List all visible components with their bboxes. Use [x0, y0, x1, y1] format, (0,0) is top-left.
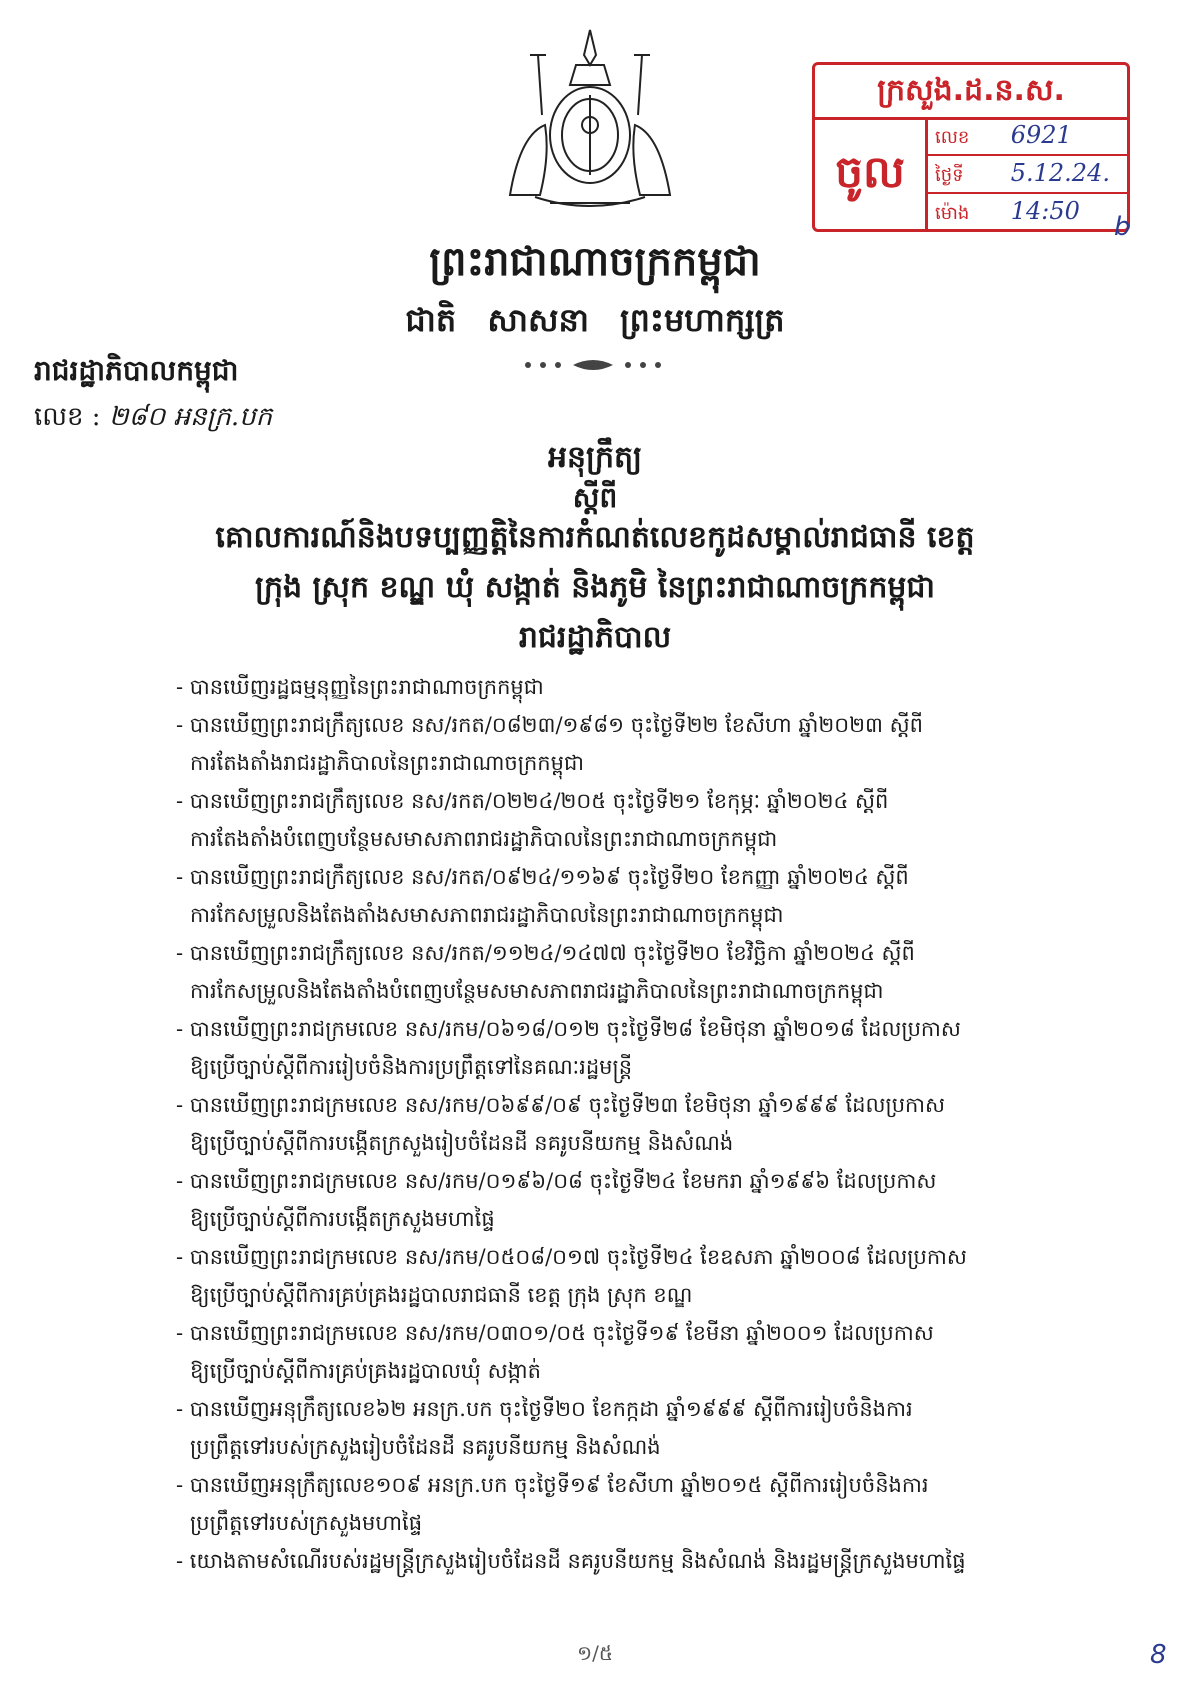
list-item: [176, 1390, 1136, 1466]
document-type: អនុក្រឹត្យ: [547, 440, 643, 475]
list-item: [176, 1466, 1136, 1542]
stamp-row-number: [925, 117, 1127, 156]
preamble-list: [176, 668, 1136, 1580]
registration-stamp: [812, 62, 1130, 232]
list-item-line: - បានឃើញព្រះរាជក្រឹត្យលេខ នស/រកត/១១២៤/១៤៧៧ ចុះថ្ងៃទី២០ ខែវិច្ឆិកា ឆ្នាំ២០២៤ ស្តីពី: [176, 934, 1136, 972]
list-item: [176, 706, 1136, 782]
list-item: [176, 1162, 1136, 1238]
list-item-line: ឱ្យប្រើច្បាប់ស្តីពីការរៀបចំនិងការប្រព្រឹត្តទៅនៃគណៈរដ្ឋមន្ត្រី: [190, 1055, 633, 1079]
list-item-line: ប្រព្រឹត្តទៅរបស់ក្រសួងរៀបចំដែនដី នគរូបនីយកម្ម និងសំណង់: [190, 1435, 661, 1459]
list-item: [176, 1086, 1136, 1162]
corner-handwritten-mark: 8: [1150, 1640, 1167, 1670]
list-item: [176, 1010, 1136, 1086]
list-item-line: - បានឃើញព្រះរាជក្រមលេខ នស/រកម/០៣០១/០៥ ចុះថ្ងៃទី១៩ ខែមីនា ឆ្នាំ២០០១ ដែលប្រកាស: [176, 1314, 1136, 1352]
list-item-line: ប្រព្រឹត្តទៅរបស់ក្រសួងមហាផ្ទៃ: [190, 1511, 423, 1535]
list-item-line: - បានឃើញព្រះរាជក្រឹត្យលេខ នស/រកត/០២២៤/២០៥ ចុះថ្ងៃទី២១ ខែកុម្ភៈ ឆ្នាំ២០២៤ ស្តីពី: [176, 782, 1136, 820]
list-item-line: - បានឃើញព្រះរាជក្រមលេខ នស/រកម/០៥០៨/០១៧ ចុះថ្ងៃទី២៤ ខែឧសភា ឆ្នាំ២០០៨ ដែលប្រកាស: [176, 1238, 1136, 1276]
stamp-row-value: 6921: [1010, 121, 1072, 149]
stamp-big-label: ចូល: [815, 117, 928, 229]
list-item-line: ឱ្យប្រើច្បាប់ស្តីពីការគ្រប់គ្រងរដ្ឋបាលឃុំ សង្កាត់: [190, 1359, 541, 1383]
list-item-line: - បានឃើញព្រះរាជក្រមលេខ នស/រកម/០៦១៨/០១២ ចុះថ្ងៃទី២៨ ខែមិថុនា ឆ្នាំ២០១៨ ដែលប្រកាស: [176, 1010, 1136, 1048]
list-item: [176, 782, 1136, 858]
document-issuer: រាជរដ្ឋាភិបាល: [518, 620, 672, 655]
government-name: រាជរដ្ឋាភិបាលកម្ពុជា: [34, 354, 239, 387]
list-item-line: ការតែងតាំងរាជរដ្ឋាភិបាលនៃព្រះរាជាណាចក្រកម្ពុជា: [190, 751, 584, 775]
stamp-row-value: 5.12.24.: [1010, 159, 1110, 187]
list-item-line: - បានឃើញព្រះរាជក្រឹត្យលេខ នស/រកត/០៨២៣/១៩៨១ ចុះថ្ងៃទី២២ ខែសីហា ឆ្នាំ២០២៣ ស្តីពី: [176, 706, 1136, 744]
list-item: [176, 1314, 1136, 1390]
stamp-row-label: ថ្ងៃទី: [935, 165, 964, 186]
list-item-line: - បានឃើញព្រះរាជក្រមលេខ នស/រកម/០១៩៦/០៨ ចុះថ្ងៃទី២៤ ខែមករា ឆ្នាំ១៩៩៦ ដែលប្រកាស: [176, 1162, 1136, 1200]
list-item-line: - បានឃើញអនុក្រឹត្យលេខ៦២ អនក្រ.បក ចុះថ្ងៃទី២០ ខែកក្កដា ឆ្នាំ១៩៩៩ ស្តីពីការរៀបចំនិងការ: [176, 1390, 1136, 1428]
list-item-line: ការកែសម្រួលនិងតែងតាំងបំពេញបន្ថែមសមាសភាពរាជរដ្ឋាភិបាលនៃព្រះរាជាណាចក្រកម្ពុជា: [190, 979, 884, 1003]
stamp-row-value: 14:50: [1010, 197, 1080, 225]
reference-value: ២៨០ អនក្រ.បក: [108, 402, 273, 432]
ornament-divider-icon: [518, 355, 668, 375]
list-item-line: - បានឃើញព្រះរាជក្រឹត្យលេខ នស/រកត/០៩២៤/១១៦៩ ចុះថ្ងៃទី២០ ខែកញ្ញា ឆ្នាំ២០២៤ ស្តីពី: [176, 858, 1136, 896]
kingdom-name: ព្រះរាជាណាចក្រកម្ពុជា: [429, 238, 761, 285]
stamp-row-date: [925, 155, 1127, 194]
list-item: [176, 858, 1136, 934]
document-subject-line-1: គោលការណ៍និងបទប្បញ្ញត្តិនៃការកំណត់លេខកូដសម្គាល់រាជធានី ខេត្ត: [215, 520, 975, 555]
royal-emblem-icon: [490, 25, 690, 215]
national-motto: ជាតិ សាសនា ព្រះមហាក្សត្រ: [405, 301, 785, 339]
list-item-line: ការកែសម្រួលនិងតែងតាំងសមាសភាពរាជរដ្ឋាភិបាលនៃព្រះរាជាណាចក្រកម្ពុជា: [190, 903, 784, 927]
list-item: [176, 1542, 1136, 1580]
stamp-handwritten-mark: b: [1114, 212, 1131, 242]
list-item-line: - បានឃើញរដ្ឋធម្មនុញ្ញនៃព្រះរាជាណាចក្រកម្ពុជា: [176, 668, 1136, 706]
list-item: [176, 934, 1136, 1010]
list-item-line: ឱ្យប្រើច្បាប់ស្តីពីការបង្កើតក្រសួងរៀបចំដែនដី នគរូបនីយកម្ម និងសំណង់: [190, 1131, 734, 1155]
list-item: [176, 668, 1136, 706]
stamp-row-label: ម៉ោង: [935, 203, 970, 224]
list-item-line: - បានឃើញព្រះរាជក្រមលេខ នស/រកម/០៦៩៩/០៩ ចុះថ្ងៃទី២៣ ខែមិថុនា ឆ្នាំ១៩៩៩ ដែលប្រកាស: [176, 1086, 1136, 1124]
reference-number: [34, 400, 272, 438]
list-item-line: ឱ្យប្រើច្បាប់ស្តីពីការគ្រប់គ្រងរដ្ឋបាលរាជធានី ខេត្ត ក្រុង ស្រុក ខណ្ឌ: [190, 1283, 693, 1307]
stamp-header: ក្រសួង.ដ.ន.ស.: [815, 65, 1127, 120]
list-item: [176, 1238, 1136, 1314]
page-number: ១/៥: [576, 1641, 614, 1665]
reference-prefix: លេខ :: [34, 402, 101, 432]
list-item-line: - យោងតាមសំណើរបស់រដ្ឋមន្ត្រីក្រសួងរៀបចំដែនដី នគរូបនីយកម្ម និងសំណង់ និងរដ្ឋមន្ត្រីក្រសួងមហាផ្ទៃ: [176, 1542, 1136, 1580]
list-item-line: ឱ្យប្រើច្បាប់ស្តីពីការបង្កើតក្រសួងមហាផ្ទៃ: [190, 1207, 495, 1231]
list-item-line: ការតែងតាំងបំពេញបន្ថែមសមាសភាពរាជរដ្ឋាភិបាលនៃព្រះរាជាណាចក្រកម្ពុជា: [190, 827, 778, 851]
list-item-line: - បានឃើញអនុក្រឹត្យលេខ១០៩ អនក្រ.បក ចុះថ្ងៃទី១៩ ខែសីហា ឆ្នាំ២០១៥ ស្តីពីការរៀបចំនិងការ: [176, 1466, 1136, 1504]
stamp-row-label: លេខ: [935, 127, 970, 148]
stamp-row-time: [925, 193, 1127, 230]
document-about: ស្តីពី: [572, 481, 618, 514]
document-subject-line-2: ក្រុង ស្រុក ខណ្ឌ ឃុំ សង្កាត់ និងភូមិ នៃព្រះរាជាណាចក្រកម្ពុជា: [255, 570, 935, 605]
